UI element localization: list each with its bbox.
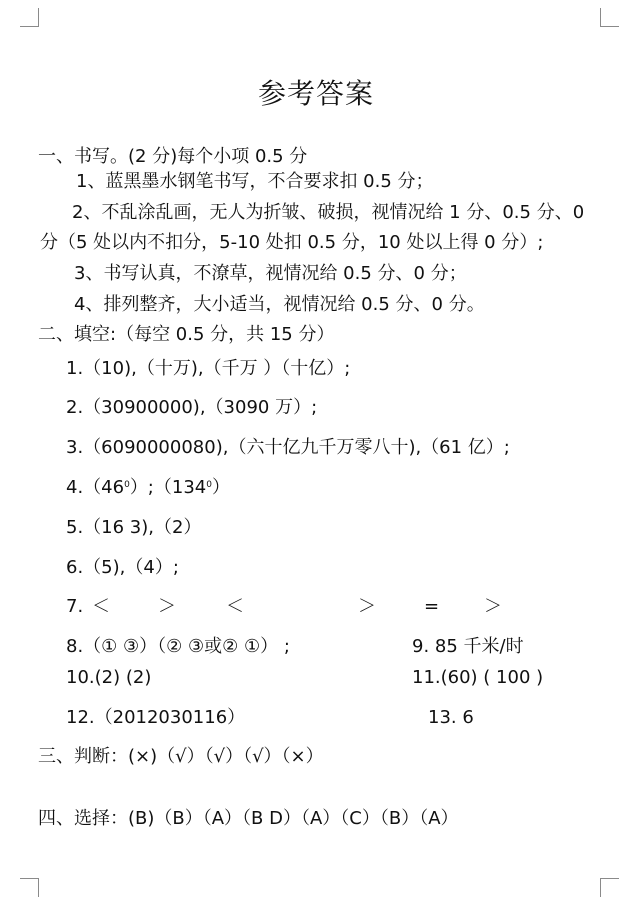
section1-item-4: 4、排列整齐，大小适当，视情况给 0.5 分、0 分。 — [74, 294, 485, 315]
answer-q3: 3.（6090000080),（六十亿九千万零八十),（61 亿）; — [66, 437, 510, 458]
page-title: 参考答案 — [258, 77, 375, 110]
answer-q12: 12.（2012030116） — [66, 707, 246, 728]
compare-symbol-4: ＞ — [358, 596, 376, 617]
crop-mark-top-left — [20, 8, 39, 27]
degree-mark-1: 0 — [124, 480, 130, 490]
answer-q4 — [66, 476, 230, 500]
compare-symbol-2: ＞ — [158, 596, 176, 617]
degree-mark-2: 0 — [206, 480, 212, 490]
section1-item-3: 3、书写认真，不潦草，视情况给 0.5 分、0 分； — [74, 263, 467, 284]
answer-q1: 1.（10),（十万),（千万 ）（十亿）; — [66, 358, 351, 379]
compare-symbol-6: ＞ — [484, 596, 502, 617]
section4-choice: 四、选择：(B)（B）（A）（B D）（A）（C）（B）（A） — [38, 808, 459, 829]
section1-item-1: 1、蓝黑墨水钢笔书写，不合要求扣 0.5 分； — [76, 171, 434, 192]
answer-q2: 2.（30900000),（3090 万）; — [66, 397, 318, 418]
compare-symbol-1: ＜ — [92, 596, 110, 617]
section1-heading: 一、书写。(2 分)每个小项 0.5 分 — [38, 146, 308, 167]
answer-q7-label: 7. — [66, 596, 84, 617]
compare-symbol-5: = — [424, 596, 440, 617]
answer-q11: 11.(60) ( 100 ) — [412, 667, 544, 688]
crop-mark-top-right — [600, 8, 619, 27]
answer-q10: 10.(2) (2) — [66, 667, 152, 688]
crop-mark-bottom-left — [20, 878, 39, 897]
section3-judgement: 三、判断：(×)（√）（√）（√）（×） — [38, 746, 324, 767]
answer-q4-part3: ） — [211, 477, 230, 498]
answer-q4-part2: ）;（134 — [129, 477, 207, 498]
section1-item-2-continued: 分（5 处以内不扣分，5-10 处扣 0.5 分，10 处以上得 0 分）; — [40, 232, 544, 253]
section1-item-2: 2、不乱涂乱画，无人为折皱、破损，视情况给 1 分、0.5 分、0 — [72, 202, 585, 223]
section2-heading: 二、填空:（每空 0.5 分，共 15 分） — [38, 324, 335, 345]
answer-q9: 9. 85 千米/时 — [412, 636, 524, 657]
answer-q4-part1: 4.（46 — [66, 477, 125, 498]
compare-symbol-3: ＜ — [226, 596, 244, 617]
answer-q13: 13. 6 — [428, 707, 474, 728]
answer-q8: 8.（① ③）（② ③或② ①） ; — [66, 636, 290, 657]
answer-q5: 5.（16 3),（2） — [66, 517, 202, 538]
crop-mark-bottom-right — [600, 878, 619, 897]
answer-q6: 6.（5),（4）; — [66, 557, 179, 578]
